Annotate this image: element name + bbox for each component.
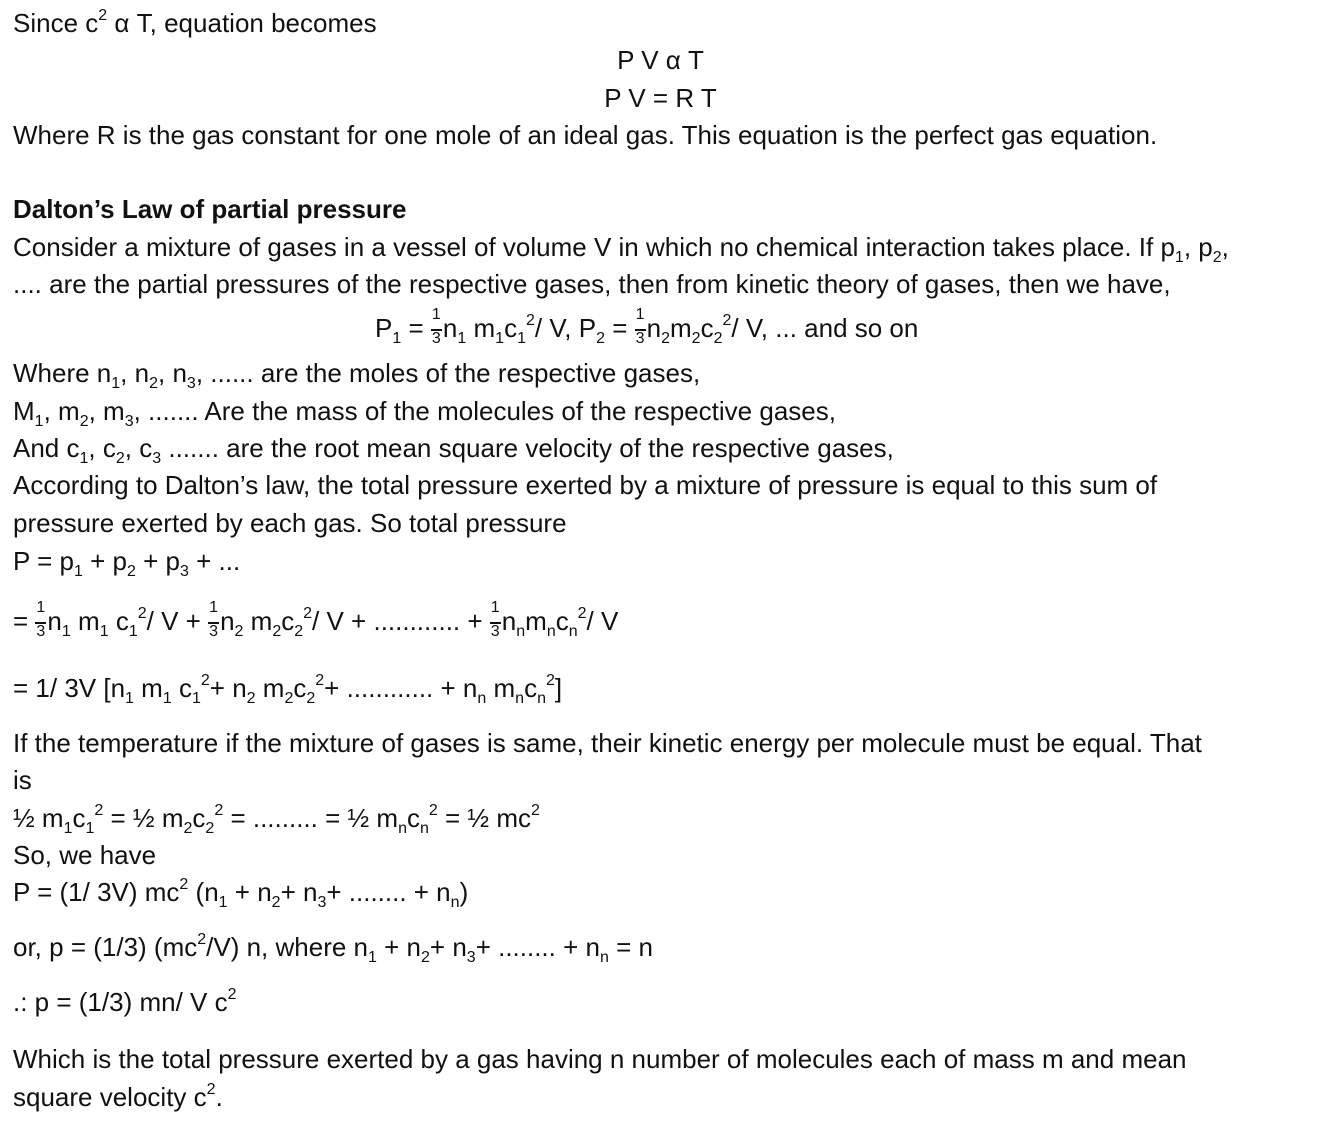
equation-or-p: or, p = (1/3) $(mc^2/V)$ n, where $n_1 + n_2+ n_3+$ ........ + $n_n = n$ bbox=[13, 931, 653, 966]
line-and-c: And $c_1$, $c_2$, $c_3$ ....... are the root mean square velocity of the respective gases, bbox=[13, 433, 894, 467]
equation-p-sum-n: P = (1/ 3V) $mc^2$ ($n_1 + n_2+ n_3+$ ........ + $n_n$) bbox=[13, 876, 469, 911]
equation-sum-fractions: = $\frac{1}{3}$ $n_1$ $m_1$ $c_1^2/$ V + $\frac{1}{3}$ $n_2$ $m_2c_2^2/$ V + ............ + $\frac{1}{3}$ $n_nm_nc_n^2/$ V bbox=[13, 599, 619, 641]
equation-pv-rt: P V = R T bbox=[604, 83, 717, 113]
line-is: is bbox=[13, 765, 32, 795]
equation-one-third-v: = 1/ 3V [$n_1$ $m_1$ $c_1^2+ n_2$ $m_2c_2^2+$ ............ + $n_n$ $m_nc_n^2$] bbox=[13, 672, 563, 707]
line-where-r: Where R is the gas constant for one mole of an ideal gas. This equation is the perfect gas equation. bbox=[13, 120, 1158, 150]
line-where-n: Where $n_1$, $n_2$, $n_3$, ...... are the moles of the respective gases, bbox=[13, 358, 701, 392]
line-so-we-have: So, we have bbox=[13, 840, 157, 870]
equation-kinetic-energy: ½ $m_1c_1^2$ = ½ $m_2c_2^2$ = ......... = ½ $m_nc_n^2$ = ½ $mc^2$ bbox=[13, 802, 540, 837]
line-according: According to Dalton’s law, the total pressure exerted by a mixture of pressure is equal to this sum of bbox=[13, 470, 1158, 500]
equation-p1-p2: $P_1$ = $\frac{1}{3}$ $n_1$ $m_1c_1^2/$ V, $P_2$ = $\frac{1}{3}$ $n_2m_2c_2^2/$ V, ... and so on bbox=[375, 306, 919, 348]
equation-pv-alpha-t: P V α T bbox=[617, 45, 704, 75]
line-square-velocity: square velocity $c^2$. bbox=[13, 1081, 223, 1112]
line-partial: .... are the partial pressures of the respective gases, then from kinetic theory of gases, then we have, bbox=[13, 269, 1171, 299]
line-which: Which is the total pressure exerted by a gas having n number of molecules each of mass m and mean bbox=[13, 1044, 1187, 1074]
line-where-m: $M_1$, $m_2$, $m_3$, ....... Are the mass of the molecules of the respective gases, bbox=[13, 396, 836, 430]
equation-therefore-p: .: p = (1/3) mn/ V $c^2$ bbox=[13, 986, 237, 1017]
line-if-temp: If the temperature if the mixture of gases is same, their kinetic energy per molecule must be equal. That bbox=[13, 728, 1202, 758]
section-heading: Dalton’s Law of partial pressure bbox=[13, 194, 407, 224]
line-consider: Consider a mixture of gases in a vessel of volume V in which no chemical interaction takes place. If $p_1$, $p_2$, bbox=[13, 232, 1229, 266]
line-since: Since $c^2$ α T, equation becomes bbox=[13, 7, 377, 38]
equation-sum-p: $P = p_1 + p_2 + p_3$ + ... bbox=[13, 546, 241, 580]
line-pressure-exerted: pressure exerted by each gas. So total pressure bbox=[13, 508, 567, 538]
